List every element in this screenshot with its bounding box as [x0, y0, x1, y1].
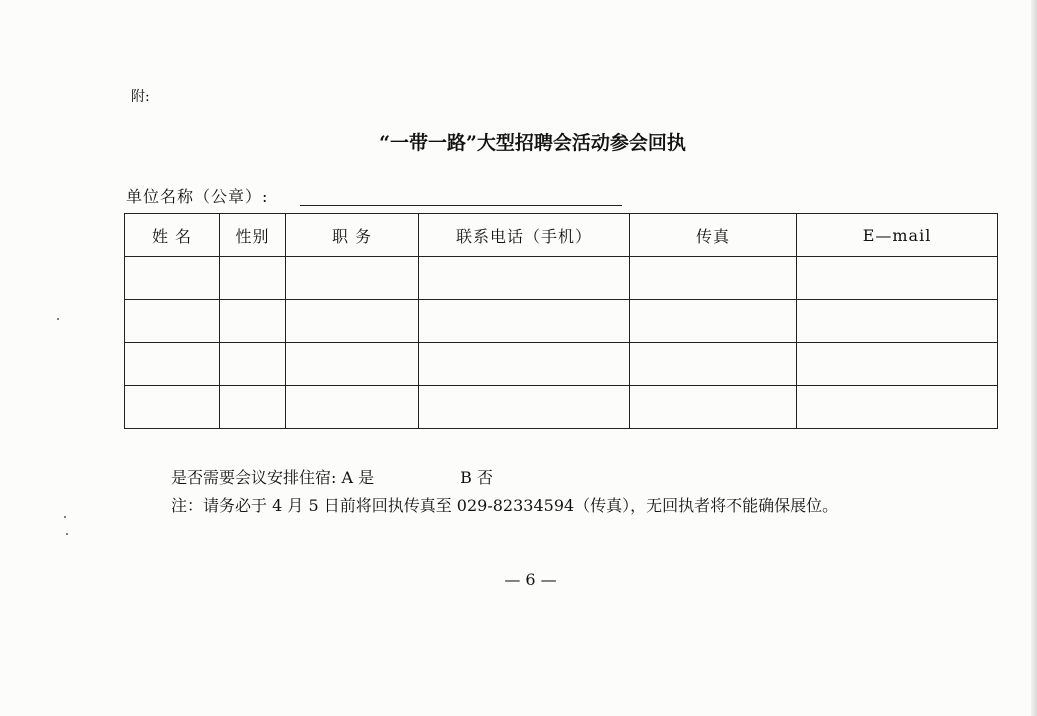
unit-name-blank-line: [300, 205, 622, 206]
table-header-row: [125, 214, 998, 257]
table-cell: [286, 343, 419, 386]
attendee-table: [124, 213, 998, 429]
table-cell: [630, 300, 797, 343]
header-gender: 性别: [220, 214, 286, 257]
attachment-label: 附:: [131, 89, 150, 105]
table-row: [125, 300, 998, 343]
table-cell: [220, 343, 286, 386]
scan-speck: [57, 318, 59, 320]
table-cell: [419, 343, 630, 386]
table-cell: [630, 386, 797, 429]
table-cell: [286, 257, 419, 300]
table-cell: [630, 343, 797, 386]
table-cell: [286, 386, 419, 429]
table-row: [125, 257, 998, 300]
table-cell: [419, 300, 630, 343]
table-row: [125, 386, 998, 429]
table-cell: [797, 257, 998, 300]
header-email: E—mail: [797, 214, 998, 257]
page-number: — 6 —: [504, 570, 557, 589]
option-a: A 是: [341, 468, 375, 487]
deadline-note: 注：请务必于 4 月 5 日前将回执传真至 029-82334594（传真），无回执者将不能确保展位。: [171, 496, 839, 515]
table-cell: [797, 386, 998, 429]
option-b: B 否: [460, 468, 494, 487]
document-title: “一带一路”大型招聘会活动参会回执: [379, 132, 686, 154]
page-edge-shadow: [1031, 0, 1037, 716]
header-position: 职 务: [286, 214, 419, 257]
accommodation-line: [171, 464, 838, 492]
table-cell: [419, 257, 630, 300]
table-cell: [286, 300, 419, 343]
scan-speck: [66, 533, 68, 535]
scan-speck: [64, 516, 66, 518]
notes-block: [171, 464, 838, 520]
header-fax: 传真: [630, 214, 797, 257]
table-row: [125, 343, 998, 386]
table-cell: [797, 300, 998, 343]
unit-name-label: 单位名称（公章）:: [126, 187, 269, 206]
table-cell: [220, 257, 286, 300]
table-cell: [125, 257, 220, 300]
accommodation-question: 是否需要会议安排住宿:: [171, 468, 337, 487]
table-cell: [125, 386, 220, 429]
table-cell: [797, 343, 998, 386]
table-cell: [125, 300, 220, 343]
header-mobile: 联系电话（手机）: [419, 214, 630, 257]
table-cell: [419, 386, 630, 429]
header-name: 姓 名: [125, 214, 220, 257]
table-cell: [220, 300, 286, 343]
table-cell: [125, 343, 220, 386]
table-cell: [220, 386, 286, 429]
table-cell: [630, 257, 797, 300]
